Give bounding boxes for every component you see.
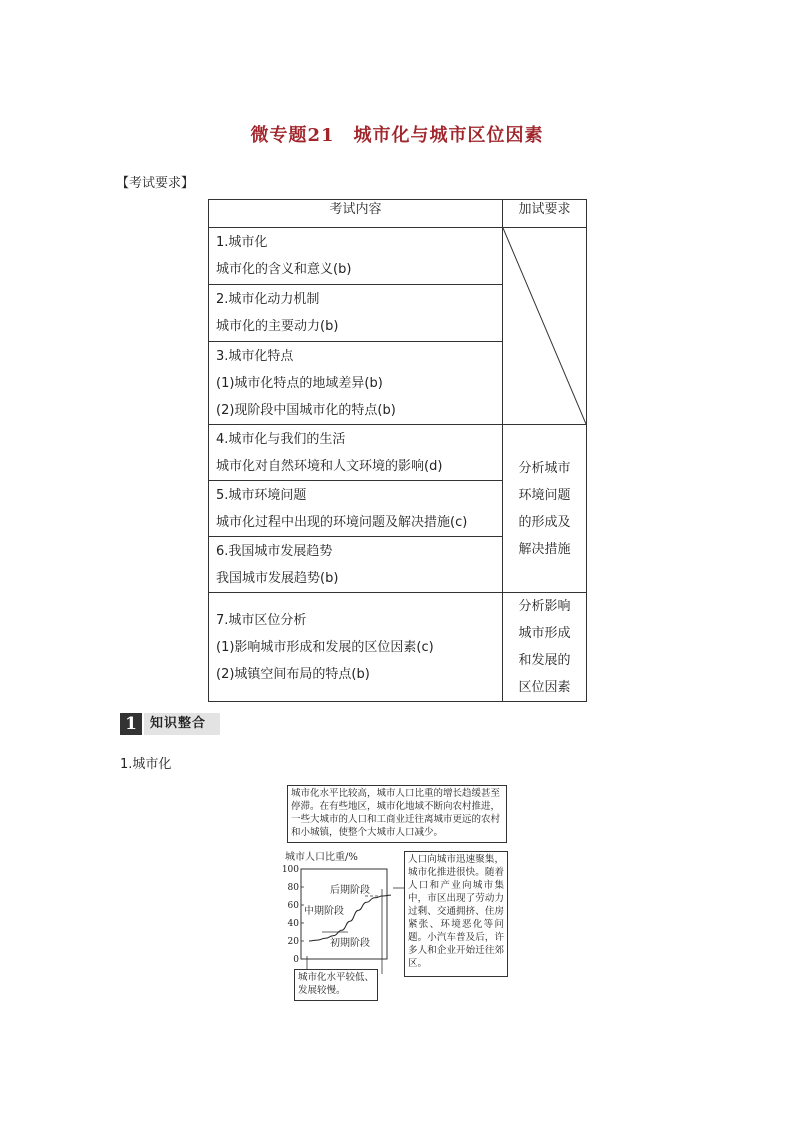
- stage-label-early: 初期阶段: [330, 938, 370, 949]
- extra-line: 的形成及: [518, 514, 571, 530]
- annotation-early-stage: 城市化水平较低、发展较慢。: [294, 969, 378, 1001]
- section-label: 知识整合: [144, 713, 220, 735]
- extra-line: 分析影响: [518, 599, 571, 614]
- content-cell: [209, 425, 503, 481]
- urbanization-curve: [309, 895, 391, 941]
- content-cell: [209, 285, 503, 342]
- y-tick-label: 60: [287, 901, 299, 911]
- annotation-late-stage: 城市化水平比较高，城市人口比重的增长趋缓甚至停滞。在有些地区，城市化地域不断向农村推进，一些大城市的人口和工商业迁往离城市更远的农村和小城镇，使整个大城市人口减少。: [287, 785, 507, 843]
- stage-label-middle: 中期阶段: [304, 906, 344, 917]
- annotation-middle-stage: 人口向城市迅速聚集，城市化推进很快。随着人口和产业向城市集中，市区出现了劳动力过剩、交通拥挤、住房紧张、环境恶化等问题。小汽车普及后，许多人和企业开始迁往郊区。: [404, 851, 508, 977]
- cell-line: 7.城市区位分析: [216, 612, 307, 628]
- y-tick-label: 80: [287, 883, 299, 893]
- stage-label-late: 后期阶段: [330, 885, 370, 896]
- page-title: 微专题21 城市化与城市区位因素: [250, 125, 544, 146]
- extra-line: 分析城市: [518, 460, 571, 476]
- cell-line: 我国城市发展趋势(b): [216, 570, 339, 586]
- cell-line: 2.城市化动力机制: [216, 292, 320, 307]
- content-cell: [209, 593, 503, 702]
- table-header-row: [209, 200, 587, 228]
- cell-line: (1)影响城市形成和发展的区位因素(c): [216, 639, 434, 655]
- header-extra: 加试要求: [503, 200, 587, 228]
- header-content: 考试内容: [209, 200, 503, 228]
- cell-line: 城市化过程中出现的环境问题及解决措施(c): [216, 514, 468, 530]
- cell-line: 6.我国城市发展趋势: [216, 543, 333, 559]
- cell-line: (2)现阶段中国城市化的特点(b): [216, 402, 396, 418]
- cell-line: 城市化的含义和意义(b): [216, 262, 352, 277]
- cell-line: 3.城市化特点: [216, 348, 294, 364]
- extra-requirement-cell: [503, 425, 587, 593]
- content-cell: [209, 537, 503, 593]
- requirements-table: [208, 199, 587, 702]
- extra-requirement-cell: [503, 593, 587, 702]
- cell-line: (1)城市化特点的地域差异(b): [216, 375, 383, 391]
- diagonal-slash: [503, 228, 586, 424]
- y-tick-label: 100: [281, 865, 299, 875]
- extra-line: 解决措施: [518, 541, 571, 557]
- table-row: [209, 228, 587, 285]
- exam-requirements-label: 【考试要求】: [116, 176, 195, 191]
- extra-line: 和发展的: [518, 653, 571, 668]
- cell-line: (2)城镇空间布局的特点(b): [216, 666, 370, 682]
- content-cell: [209, 481, 503, 537]
- cell-line: 5.城市环境问题: [216, 487, 307, 503]
- table-row: [209, 425, 587, 481]
- extra-line: 城市形成: [518, 626, 571, 641]
- section-heading: [120, 713, 220, 735]
- table-row: [209, 593, 587, 702]
- y-tick-label: 0: [293, 955, 299, 965]
- urbanization-diagram: [280, 784, 512, 1006]
- cell-line: 城市化的主要动力(b): [216, 319, 339, 334]
- content-cell: [209, 228, 503, 285]
- extra-line: 区位因素: [518, 680, 571, 695]
- subheading: 1.城市化: [120, 757, 172, 772]
- cell-line: 4.城市化与我们的生活: [216, 431, 346, 447]
- cell-line: 城市化对自然环境和人文环境的影响(d): [216, 458, 443, 474]
- y-tick-label: 20: [287, 937, 299, 947]
- y-tick-label: 40: [287, 919, 299, 929]
- no-extra-requirement-cell: [503, 228, 587, 425]
- content-cell: [209, 342, 503, 425]
- y-axis-label: 城市人口比重/%: [285, 852, 358, 863]
- cell-line: 1.城市化: [216, 235, 268, 250]
- extra-line: 环境问题: [518, 487, 571, 503]
- section-number: 1: [120, 713, 142, 735]
